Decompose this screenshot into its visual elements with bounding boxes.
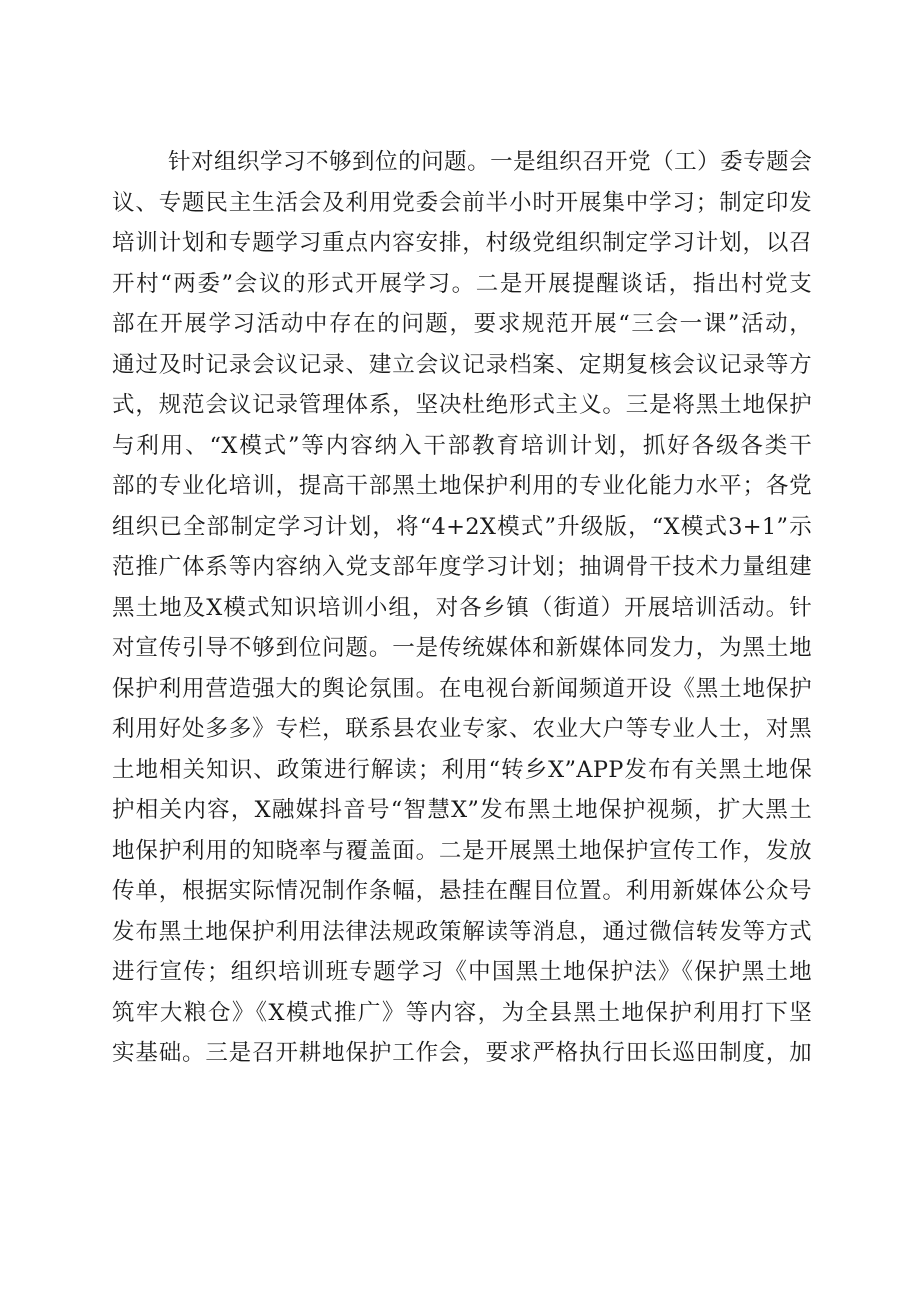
- paragraph-line: 保护利用营造强大的舆论氛围。在电视台新闻频道开设《黑土地保护: [112, 675, 812, 702]
- paragraph-line: 土地相关知识、政策进行解读；利用“转乡X”APP发布有关黑土地保: [112, 756, 812, 783]
- paragraph-line: 地保护利用的知晓率与覆盖面。二是开展黑土地保护宣传工作，发放: [112, 837, 812, 864]
- paragraph-line: 培训计划和专题学习重点内容安排，村级党组织制定学习计划，以召: [112, 230, 812, 256]
- paragraph-line: 针对组织学习不够到位的问题。一是组织召开党（工）委专题会: [168, 149, 812, 175]
- body-paragraph: [112, 142, 812, 1074]
- paragraph-line: 范推广体系等内容纳入党支部年度学习计划；抽调骨干技术力量组建: [112, 554, 812, 580]
- paragraph-line: 与利用、“X模式”等内容纳入干部教育培训计划，抓好各级各类干: [112, 432, 812, 459]
- paragraph-line: 利用好处多多》专栏，联系县农业专家、农业大户等专业人士，对黑: [112, 716, 812, 742]
- paragraph-line: 传单，根据实际情况制作条幅，悬挂在醒目位置。利用新媒体公众号: [112, 878, 812, 904]
- paragraph-line: 对宣传引导不够到位问题。一是传统媒体和新媒体同发力，为黑土地: [112, 635, 812, 661]
- paragraph-line: 部的专业化培训，提高干部黑土地保护利用的专业化能力水平；各党: [112, 473, 812, 499]
- paragraph-line: 通过及时记录会议记录、建立会议记录档案、定期复核会议记录等方: [112, 351, 812, 378]
- paragraph-line: 部在开展学习活动中存在的问题，要求规范开展“三会一课”活动，: [112, 311, 812, 337]
- paragraph-line: 黑土地及X模式知识培训小组，对各乡镇（街道）开展培训活动。针: [112, 594, 812, 621]
- paragraph-line: 筑牢大粮仓》《X模式推广》等内容，为全县黑土地保护利用打下坚: [112, 999, 812, 1026]
- paragraph-line: 进行宣传；组织培训班专题学习《中国黑土地保护法》《保护黑土地: [112, 959, 812, 985]
- paragraph-line: 开村“两委”会议的形式开展学习。二是开展提醒谈话，指出村党支: [112, 270, 812, 297]
- paragraph-line: 护相关内容，X融媒抖音号“智慧X”发布黑土地保护视频，扩大黑土: [112, 797, 812, 823]
- paragraph-line: 式，规范会议记录管理体系，坚决杜绝形式主义。三是将黑土地保护: [112, 392, 812, 418]
- paragraph-line: 发布黑土地保护利用法律法规政策解读等消息，通过微信转发等方式: [112, 918, 812, 945]
- paragraph-line: 议、专题民主生活会及利用党委会前半小时开展集中学习；制定印发: [112, 189, 812, 216]
- paragraph-line: 实基础。三是召开耕地保护工作会，要求严格执行田长巡田制度，加: [112, 1040, 812, 1066]
- paragraph-line: 组织已全部制定学习计划，将“4+2X模式”升级版，“X模式3+1”示: [112, 513, 812, 540]
